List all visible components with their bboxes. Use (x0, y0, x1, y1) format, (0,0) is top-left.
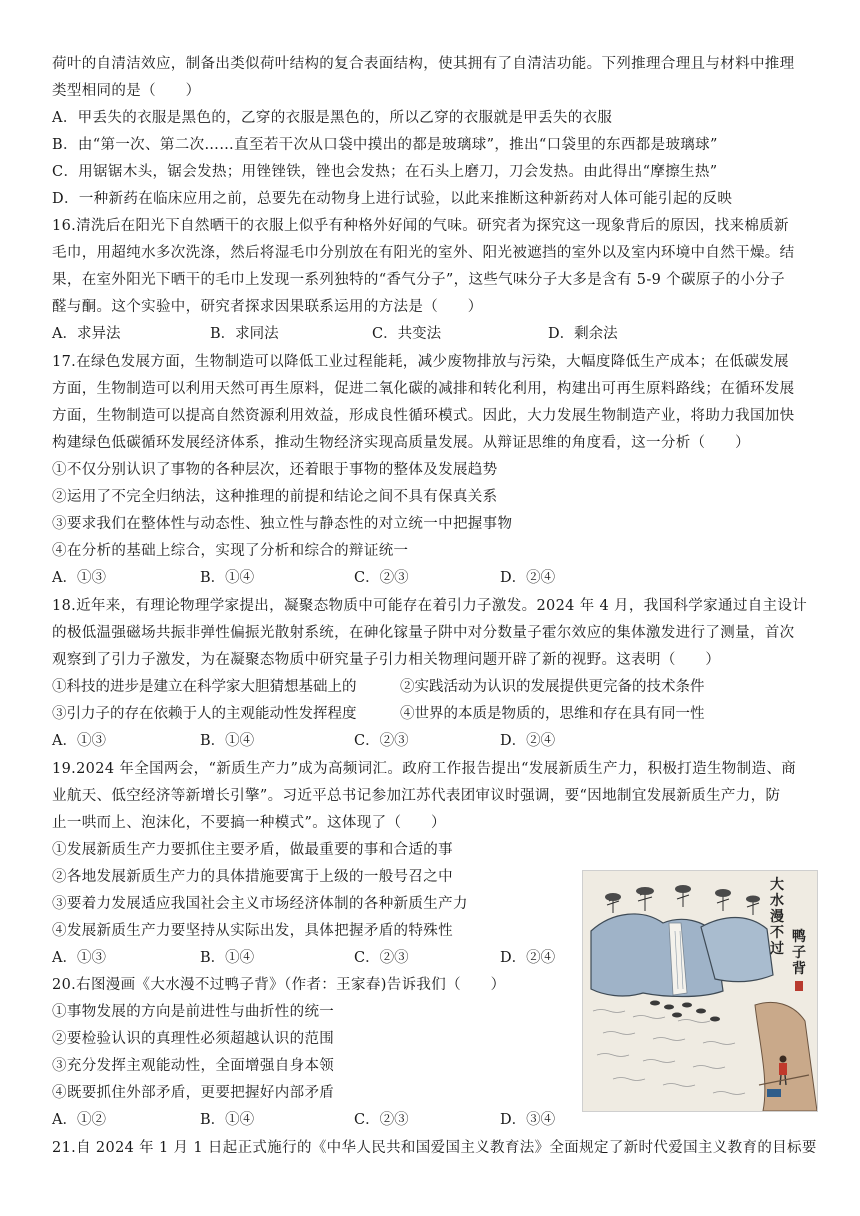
q15-option-d: D．一种新药在临床应用之前，总要先在动物身上进行试验，以此来推断这种新药对人体可能引起的反映 (52, 191, 733, 207)
q17-option-a: A．①③ (52, 570, 106, 586)
q17-option-c: C．②③ (354, 570, 409, 586)
q16-stem-line-2: 毛巾，用超纯水多次洗涤，然后将湿毛巾分别放在有阳光的室外、阳光被遮挡的室外以及室内环境中自然干燥。结 (52, 245, 795, 261)
cartoon-title (767, 877, 811, 991)
q20-option-d: D．③④ (500, 1112, 556, 1128)
q19-option-c: C．②③ (354, 950, 409, 966)
q18-option-c: C．②③ (354, 733, 409, 749)
cartoon-image (582, 870, 818, 1112)
cartoon-title-char: 背 (792, 961, 806, 977)
q16-stem-line-3: 果，在室外阳光下晒干的毛巾上发现一系列独特的“香气分子”，这些气味分子大多是含有 5-9 个碳原子的小分子 (52, 272, 785, 288)
q17-option-b: B．①④ (200, 570, 255, 586)
cartoon-title-char: 子 (792, 945, 806, 961)
q19-stem-line-1: 19.2024 年全国两会，“新质生产力”成为高频词汇。政府工作报告提出“发展新质生产力，积极打造生物制造、商 (52, 761, 797, 777)
cartoon-title-char: 不 (770, 925, 784, 941)
q18-stem-line-1: 18.近年来，有理论物理学家提出，凝聚态物质中可能存在着引力子激发。2024 年 4 月，我国科学家通过自主设计 (52, 598, 808, 614)
q18-statement-3: ③引力子的存在依赖于人的主观能动性发挥程度 (52, 706, 357, 722)
q17-statement-2: ②运用了不完全归纳法，这种推理的前提和结论之间不具有保真关系 (52, 489, 498, 505)
q18-option-d: D．②④ (500, 733, 556, 749)
q18-statement-1: ①科技的进步是建立在科学家大胆猜想基础上的 (52, 679, 357, 695)
q16-option-d: D．剩余法 (548, 326, 618, 342)
q19-stem-line-3: 止一哄而上、泡沫化，不要搞一种模式”。这体现了（ ） (52, 815, 446, 831)
q18-statement-2: ②实践活动为认识的发展提供更完备的技术条件 (400, 679, 705, 695)
q19-option-a: A．①③ (52, 950, 106, 966)
cartoon-title-char: 鸭 (792, 929, 806, 945)
q18-option-a: A．①③ (52, 733, 106, 749)
q20-statement-1: ①事物发展的方向是前进性与曲折性的统一 (52, 1004, 335, 1020)
q19-option-b: B．①④ (200, 950, 255, 966)
q15-stem-line-1: 荷叶的自清洁效应，制备出类似荷叶结构的复合表面结构，使其拥有了自清洁功能。下列推理合理且与材料中推理 (52, 56, 795, 72)
q19-statement-3: ③要着力发展适应我国社会主义市场经济体制的各种新质生产力 (52, 896, 468, 912)
q17-statement-4: ④在分析的基础上综合，实现了分析和综合的辩证统一 (52, 543, 409, 559)
q20-statement-3: ③充分发挥主观能动性，全面增强自身本领 (52, 1058, 335, 1074)
q17-statement-1: ①不仅分别认识了事物的各种层次，还着眼于事物的整体及发展趋势 (52, 462, 498, 478)
q19-statement-1: ①发展新质生产力要抓住主要矛盾，做最重要的事和合适的事 (52, 842, 453, 858)
q19-statement-4: ④发展新质生产力要坚持从实际出发，具体把握矛盾的特殊性 (52, 923, 453, 939)
q16-option-b: B．求同法 (210, 326, 279, 342)
q15-option-c: C．用锯锯木头，锯会发热；用锉锉铁，锉也会发热；在石头上磨刀，刀会发热。由此得出“摩擦生热” (52, 164, 718, 180)
cartoon-title-char: 水 (770, 893, 784, 909)
seal-icon (795, 981, 803, 991)
q17-stem-line-1: 17.在绿色发展方面，生物制造可以降低工业过程能耗，减少废物排放与污染，大幅度降低生产成本；在低碳发展 (52, 354, 789, 370)
q17-stem-line-3: 方面，生物制造可以提高自然资源利用效益，形成良性循环模式。因此，大力发展生物制造产业，将助力我国加快 (52, 408, 795, 424)
cartoon-title-char: 漫 (770, 909, 784, 925)
q16-stem-line-4: 醛与酮。这个实验中，研究者探求因果联系运用的方法是（ ） (52, 299, 483, 315)
q18-stem-line-3: 观察到了引力子激发，为在凝聚态物质中研究量子引力相关物理问题开辟了新的视野。这表明（ ） (52, 652, 721, 668)
q20-option-b: B．①④ (200, 1112, 255, 1128)
q20-option-c: C．②③ (354, 1112, 409, 1128)
q20-stem-line-1: 20.右图漫画《大水漫不过鸭子背》（作者：王家春)告诉我们（ ） (52, 977, 506, 993)
q18-stem-line-2: 的极低温强磁场共振非弹性偏振光散射系统，在砷化镓量子阱中对分数量子霍尔效应的集体激发进行了测量，首次 (52, 625, 795, 641)
q19-statement-2: ②各地发展新质生产力的具体措施要寓于上级的一般号召之中 (52, 869, 453, 885)
q16-stem-line-1: 16.清洗后在阳光下自然晒干的衣服上似乎有种格外好闻的气味。研究者为探究这一现象背后的原因，找来棉质新 (52, 218, 789, 234)
cartoon-title-char: 大 (770, 877, 784, 893)
q18-statement-4: ④世界的本质是物质的，思维和存在具有同一性 (400, 706, 705, 722)
q16-option-c: C．共变法 (372, 326, 442, 342)
q15-option-a: A．甲丢失的衣服是黑色的，乙穿的衣服是黑色的，所以乙穿的衣服就是甲丢失的衣服 (52, 110, 613, 126)
q20-statement-4: ④既要抓住外部矛盾，更要把握好内部矛盾 (52, 1085, 335, 1101)
q20-option-a: A．①② (52, 1112, 106, 1128)
q20-statement-2: ②要检验认识的真理性必须超越认识的范围 (52, 1031, 335, 1047)
q17-statement-3: ③要求我们在整体性与动态性、独立性与静态性的对立统一中把握事物 (52, 516, 513, 532)
q17-stem-line-4: 构建绿色低碳循环发展经济体系，推动生物经济实现高质量发展。从辩证思维的角度看，这一分析（ ） (52, 435, 750, 451)
q17-stem-line-2: 方面，生物制造可以利用天然可再生原料，促进二氧化碳的减排和转化利用，构建出可再生原料路线；在循环发展 (52, 381, 795, 397)
q15-stem-line-2: 类型相同的是（ ） (52, 83, 201, 99)
q15-option-b: B．由“第一次、第二次……直至若干次从口袋中摸出的都是玻璃球”，推出“口袋里的东西都是玻璃球” (52, 137, 718, 153)
q19-stem-line-2: 业航天、低空经济等新增长引擎”。习近平总书记参加江苏代表团审议时强调，要“因地制宜发展新质生产力，防 (52, 788, 781, 804)
q17-option-d: D．②④ (500, 570, 556, 586)
q21-stem-line-1: 21.自 2024 年 1 月 1 日起正式施行的《中华人民共和国爱国主义教育法》全面规定了新时代爱国主义教育的目标要 (52, 1140, 817, 1156)
q18-option-b: B．①④ (200, 733, 255, 749)
q19-option-d: D．②④ (500, 950, 556, 966)
cartoon-title-char: 过 (770, 941, 784, 957)
q16-option-a: A．求异法 (52, 326, 121, 342)
